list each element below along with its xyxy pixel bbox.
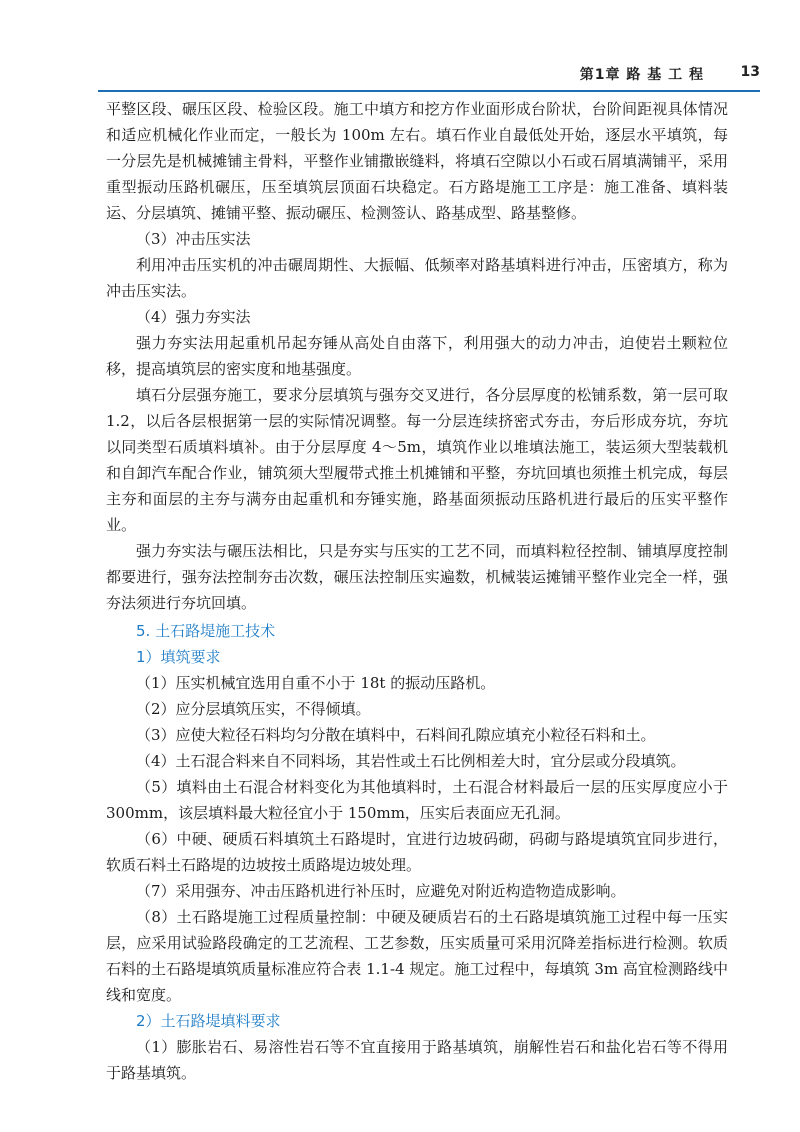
subsection-heading-1: 1）填筑要求	[136, 648, 221, 666]
subsection-heading-2: 2）土石路堤填料要求	[136, 1012, 281, 1030]
requirement-2: （2）应分层填筑压实，不得倾填。	[136, 700, 371, 718]
running-header	[520, 62, 760, 88]
heading-dynamic-compaction: （4）强力夯实法	[136, 308, 251, 326]
fill-material-1: （1）膨胀岩石、易溶性岩石等不宜直接用于路基填筑，崩解性岩石和盐化岩石等不得用于路基填筑。	[106, 1038, 728, 1082]
requirement-4: （4）土石混合料来自不同料场，其岩性或土石比例相差大时，宜分层或分段填筑。	[136, 752, 686, 770]
paragraph-impact-compaction: 利用冲击压实机的冲击碾周期性、大振幅、低频率对路基填料进行冲击，压密填方，称为冲击压实法。	[106, 256, 728, 300]
chapter-title: 第1章 路 基 工 程	[579, 67, 704, 83]
requirement-8: （8）土石路堤施工过程质量控制：中硬及硬质岩石的土石路堤填筑施工过程中每一压实层，应采用试验路段确定的工艺流程、工艺参数，压实质量可采用沉降差指标进行检测。软质石料的土石路堤填筑质量标准应符合表 1.1-4 规定。施工过程中，每填筑 3m 高宜检测路线中线和宽度。	[106, 908, 728, 1004]
requirement-7: （7）采用强夯、冲击压路机进行补压时，应避免对附近构造物造成影响。	[136, 882, 626, 900]
requirement-6: （6）中硬、硬质石料填筑土石路堤时，宜进行边坡码砌，码砌与路堤填筑宜同步进行，软质石料土石路堤的边坡按土质路堤边坡处理。	[106, 830, 728, 874]
paragraph-continued: 平整区段、碾压区段、检验区段。施工中填方和挖方作业面形成台阶状，台阶间距视具体情况和适应机械化作业而定，一般长为 100m 左右。填石作业自最低处开始，逐层水平填筑，每一分层先是机械摊铺主骨料，平整作业铺撒嵌缝料，将填石空隙以小石或石屑填满铺平，采用重型振动压路机碾压，压至填筑层顶面石块稳定。石方路堤施工工序是：施工准备、填料装运、分层填筑、摊铺平整、振动碾压、检测签认、路基成型、路基整修。	[106, 100, 728, 222]
page-body	[106, 96, 728, 1086]
section-heading-5: 5. 土石路堤施工技术	[136, 622, 276, 640]
paragraph-dynamic-3: 强力夯实法与碾压法相比，只是夯实与压实的工艺不同，而填料粒径控制、铺填厚度控制都要进行，强夯法控制夯击次数，碾压法控制压实遍数，机械装运摊铺平整作业完全一样，强夯法须进行夯坑回填。	[106, 542, 728, 612]
heading-impact-compaction: （3）冲击压实法	[136, 230, 251, 248]
page-number: 13	[740, 64, 760, 80]
header-rule	[98, 90, 760, 92]
requirement-1: （1）压实机械宜选用自重不小于 18t 的振动压路机。	[136, 674, 496, 692]
requirement-5: （5）填料由土石混合材料变化为其他填料时，土石混合材料最后一层的压实厚度应小于 300mm，该层填料最大粒径宜小于 150mm，压实后表面应无孔洞。	[106, 778, 728, 822]
paragraph-dynamic-2: 填石分层强夯施工，要求分层填筑与强夯交叉进行，各分层厚度的松铺系数，第一层可取 1.2，以后各层根据第一层的实际情况调整。每一分层连续挤密式夯击，夯后形成夯坑，夯坑以同类型石质填料填补。由于分层厚度 4～5m，填筑作业以堆填法施工，装运须大型装载机和自卸汽车配合作业，铺筑须大型履带式推土机摊铺和平整，夯坑回填也须推土机完成，每层主夯和面层的主夯与满夯由起重机和夯锤实施，路基面须振动压路机进行最后的压实平整作业。	[106, 386, 728, 534]
paragraph-dynamic-1: 强力夯实法用起重机吊起夯锤从高处自由落下，利用强大的动力冲击，迫使岩土颗粒位移，提高填筑层的密实度和地基强度。	[106, 334, 728, 378]
requirement-3: （3）应使大粒径石料均匀分散在填料中，石料间孔隙应填充小粒径石料和土。	[136, 726, 656, 744]
